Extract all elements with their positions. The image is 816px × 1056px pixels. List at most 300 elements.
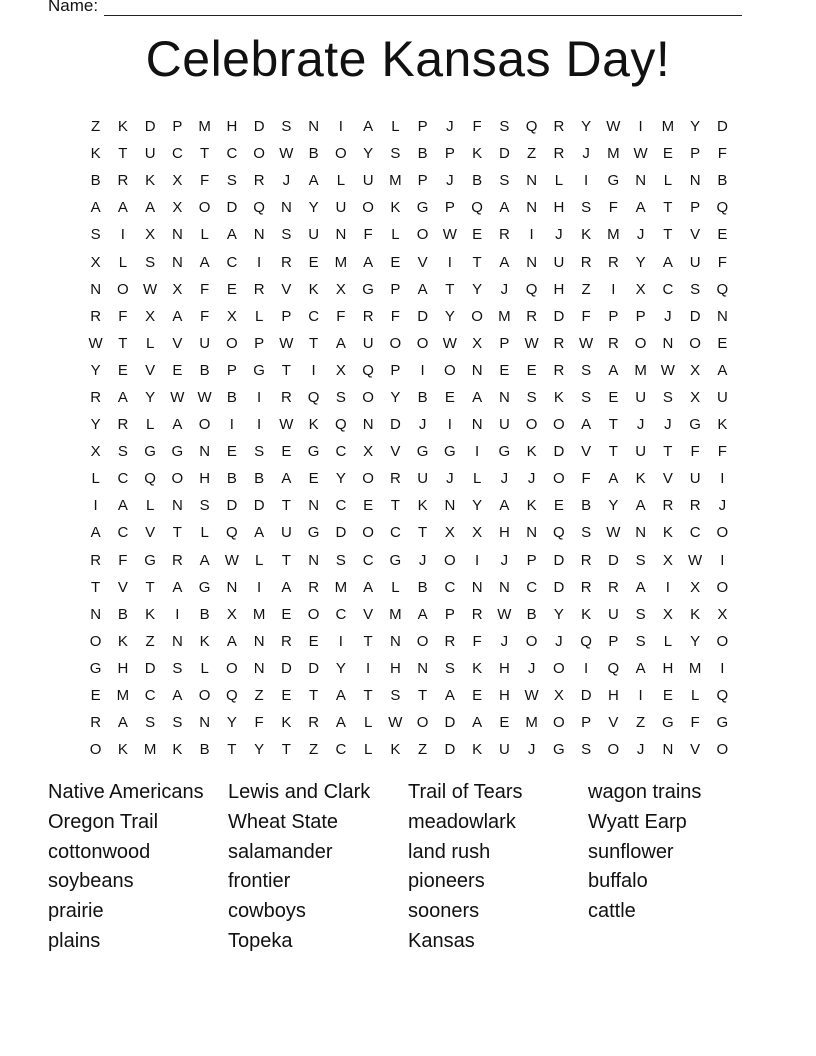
grid-letter[interactable]: R [498, 226, 510, 244]
grid-letter[interactable]: L [391, 578, 400, 596]
grid-letter[interactable]: S [90, 226, 101, 244]
grid-letter[interactable]: R [689, 497, 701, 515]
grid-letter[interactable]: S [581, 361, 592, 379]
grid-letter[interactable]: X [635, 280, 646, 298]
grid-letter[interactable]: J [636, 741, 645, 759]
grid-letter[interactable]: L [118, 253, 128, 271]
grid-letter[interactable]: F [581, 470, 591, 488]
grid-letter[interactable]: O [416, 334, 429, 352]
grid-letter[interactable]: T [200, 145, 210, 163]
grid-letter[interactable]: U [635, 443, 647, 461]
grid-letter[interactable]: R [553, 361, 565, 379]
grid-letter[interactable]: Y [335, 470, 346, 488]
grid-letter[interactable]: I [475, 443, 480, 461]
grid-letter[interactable]: N [471, 416, 483, 434]
grid-letter[interactable]: K [417, 497, 428, 515]
grid-letter[interactable]: O [689, 334, 701, 352]
grid-letter[interactable]: R [662, 497, 674, 515]
grid-letter[interactable]: U [362, 172, 374, 190]
grid-letter[interactable]: G [498, 443, 511, 461]
grid-letter[interactable]: E [226, 280, 237, 298]
grid-letter[interactable]: F [717, 253, 727, 271]
grid-letter[interactable]: U [199, 334, 211, 352]
grid-letter[interactable]: D [716, 118, 728, 136]
grid-letter[interactable]: I [638, 118, 643, 136]
grid-letter[interactable]: F [390, 307, 400, 325]
grid-letter[interactable]: X [472, 334, 483, 352]
grid-letter[interactable]: O [226, 334, 238, 352]
grid-letter[interactable]: S [117, 443, 128, 461]
grid-letter[interactable]: N [171, 632, 183, 650]
grid-letter[interactable]: Q [716, 280, 729, 298]
grid-letter[interactable]: L [391, 118, 400, 136]
grid-letter[interactable]: C [526, 578, 538, 596]
grid-letter[interactable]: O [253, 145, 265, 163]
grid-letter[interactable]: I [529, 226, 534, 244]
grid-letter[interactable]: G [662, 714, 674, 732]
grid-letter[interactable]: G [144, 443, 156, 461]
grid-letter[interactable]: P [526, 551, 537, 569]
grid-letter[interactable]: A [281, 470, 292, 488]
grid-letter[interactable]: S [335, 551, 346, 569]
grid-letter[interactable]: J [582, 145, 590, 163]
grid-letter[interactable]: N [662, 741, 674, 759]
grid-letter[interactable]: L [200, 524, 209, 542]
grid-letter[interactable]: N [471, 361, 483, 379]
grid-letter[interactable]: M [688, 659, 702, 677]
grid-letter[interactable]: S [390, 145, 401, 163]
grid-letter[interactable]: K [553, 388, 564, 406]
grid-letter[interactable]: T [281, 741, 291, 759]
grid-letter[interactable]: F [200, 280, 210, 298]
grid-letter[interactable]: L [363, 714, 373, 732]
grid-letter[interactable]: E [308, 253, 319, 271]
grid-letter[interactable]: N [90, 280, 102, 298]
grid-letter[interactable]: T [91, 578, 101, 596]
grid-letter[interactable]: W [606, 524, 621, 542]
grid-letter[interactable]: N [444, 497, 456, 515]
grid-letter[interactable]: W [88, 334, 103, 352]
grid-letter[interactable]: O [226, 659, 238, 677]
grid-letter[interactable]: D [553, 551, 565, 569]
grid-letter[interactable]: N [171, 497, 183, 515]
grid-letter[interactable]: P [444, 199, 455, 217]
grid-letter[interactable]: H [199, 470, 211, 488]
grid-letter[interactable]: R [471, 605, 483, 623]
grid-letter[interactable]: D [607, 551, 619, 569]
grid-letter[interactable]: Z [145, 632, 155, 650]
grid-letter[interactable]: T [309, 687, 319, 705]
grid-letter[interactable]: A [199, 551, 210, 569]
grid-letter[interactable]: I [420, 361, 425, 379]
grid-letter[interactable]: J [555, 226, 563, 244]
grid-letter[interactable]: V [363, 605, 374, 623]
grid-letter[interactable]: W [633, 145, 648, 163]
grid-letter[interactable]: R [553, 145, 565, 163]
grid-letter[interactable]: N [526, 253, 538, 271]
grid-letter[interactable]: R [90, 388, 102, 406]
grid-letter[interactable]: A [417, 280, 428, 298]
grid-letter[interactable]: S [581, 741, 592, 759]
grid-letter[interactable]: A [117, 497, 128, 515]
grid-letter[interactable]: S [526, 388, 537, 406]
grid-letter[interactable]: L [554, 172, 564, 190]
grid-letter[interactable]: E [608, 388, 619, 406]
grid-letter[interactable]: B [117, 605, 128, 623]
grid-letter[interactable]: A [90, 524, 101, 542]
grid-letter[interactable]: N [226, 578, 238, 596]
grid-letter[interactable]: J [500, 551, 509, 569]
grid-letter[interactable]: I [584, 172, 589, 190]
grid-letter[interactable]: B [717, 172, 728, 190]
grid-letter[interactable]: N [280, 199, 292, 217]
grid-letter[interactable]: D [553, 443, 565, 461]
grid-letter[interactable]: E [717, 226, 728, 244]
grid-letter[interactable]: R [90, 551, 102, 569]
grid-letter[interactable]: X [172, 280, 183, 298]
grid-letter[interactable]: X [472, 524, 483, 542]
grid-letter[interactable]: K [581, 226, 592, 244]
grid-letter[interactable]: B [308, 145, 319, 163]
grid-letter[interactable]: K [117, 632, 128, 650]
grid-letter[interactable]: G [362, 280, 374, 298]
grid-letter[interactable]: A [254, 524, 265, 542]
grid-letter[interactable]: C [117, 470, 129, 488]
grid-letter[interactable]: C [226, 145, 238, 163]
grid-letter[interactable]: N [526, 172, 538, 190]
grid-letter[interactable]: U [689, 253, 701, 271]
grid-letter[interactable]: J [446, 470, 454, 488]
grid-letter[interactable]: U [716, 388, 728, 406]
grid-letter[interactable]: M [389, 605, 402, 623]
grid-letter[interactable]: I [720, 551, 725, 569]
grid-letter[interactable]: S [635, 551, 646, 569]
grid-letter[interactable]: F [118, 307, 128, 325]
grid-letter[interactable]: B [199, 741, 210, 759]
grid-letter[interactable]: O [307, 605, 320, 623]
grid-letter[interactable]: Z [91, 118, 101, 136]
grid-letter[interactable]: S [281, 118, 292, 136]
grid-letter[interactable]: S [635, 605, 646, 623]
grid-letter[interactable]: T [118, 334, 128, 352]
grid-letter[interactable]: S [690, 280, 701, 298]
grid-letter[interactable]: X [335, 280, 346, 298]
grid-letter[interactable]: P [390, 280, 401, 298]
grid-letter[interactable]: A [226, 632, 237, 650]
grid-letter[interactable]: B [226, 388, 237, 406]
grid-letter[interactable]: J [418, 551, 427, 569]
grid-letter[interactable]: Y [335, 659, 346, 677]
grid-letter[interactable]: C [226, 253, 238, 271]
grid-letter[interactable]: I [638, 687, 643, 705]
grid-letter[interactable]: E [90, 687, 101, 705]
grid-letter[interactable]: V [417, 253, 428, 271]
grid-letter[interactable]: S [581, 524, 592, 542]
grid-letter[interactable]: H [553, 280, 565, 298]
grid-letter[interactable]: C [335, 443, 347, 461]
grid-letter[interactable]: L [363, 741, 373, 759]
grid-letter[interactable]: F [200, 307, 210, 325]
grid-letter[interactable]: B [199, 361, 210, 379]
grid-letter[interactable]: I [229, 416, 234, 434]
grid-letter[interactable]: C [335, 741, 347, 759]
name-underline[interactable] [104, 0, 742, 16]
grid-letter[interactable]: N [389, 632, 401, 650]
grid-letter[interactable]: Q [553, 524, 565, 542]
grid-letter[interactable]: B [472, 172, 483, 190]
grid-letter[interactable]: A [499, 253, 510, 271]
grid-letter[interactable]: D [444, 741, 456, 759]
grid-letter[interactable]: R [607, 334, 619, 352]
grid-letter[interactable]: G [307, 443, 320, 461]
grid-letter[interactable]: N [635, 524, 647, 542]
grid-letter[interactable]: O [444, 361, 456, 379]
grid-letter[interactable]: M [116, 687, 130, 705]
grid-letter[interactable]: Y [90, 416, 101, 434]
grid-letter[interactable]: A [662, 253, 673, 271]
grid-letter[interactable]: N [199, 714, 211, 732]
grid-letter[interactable]: V [581, 443, 592, 461]
grid-letter[interactable]: U [144, 145, 156, 163]
grid-letter[interactable]: S [390, 687, 401, 705]
grid-letter[interactable]: R [171, 551, 183, 569]
grid-letter[interactable]: A [145, 199, 156, 217]
grid-letter[interactable]: H [389, 659, 401, 677]
grid-letter[interactable]: B [226, 470, 237, 488]
grid-letter[interactable]: Z [418, 741, 428, 759]
grid-letter[interactable]: R [308, 714, 320, 732]
grid-letter[interactable]: Y [444, 307, 455, 325]
grid-letter[interactable]: S [499, 118, 510, 136]
grid-letter[interactable]: L [91, 470, 100, 488]
grid-letter[interactable]: E [281, 605, 292, 623]
grid-letter[interactable]: N [199, 443, 211, 461]
grid-letter[interactable]: O [716, 524, 729, 542]
grid-letter[interactable]: P [417, 172, 428, 190]
grid-letter[interactable]: G [253, 361, 265, 379]
grid-letter[interactable]: A [117, 199, 128, 217]
grid-letter[interactable]: C [389, 524, 401, 542]
grid-letter[interactable]: I [257, 416, 262, 434]
grid-letter[interactable]: O [716, 632, 729, 650]
grid-letter[interactable]: G [607, 172, 620, 190]
grid-letter[interactable]: X [145, 307, 156, 325]
grid-letter[interactable]: A [581, 416, 592, 434]
grid-letter[interactable]: I [447, 416, 452, 434]
grid-letter[interactable]: S [281, 226, 292, 244]
grid-letter[interactable]: R [389, 470, 401, 488]
grid-letter[interactable]: N [526, 199, 538, 217]
grid-letter[interactable]: P [254, 334, 265, 352]
grid-letter[interactable]: G [198, 578, 211, 596]
grid-letter[interactable]: T [145, 578, 155, 596]
grid-letter[interactable]: N [635, 172, 647, 190]
grid-letter[interactable]: W [279, 416, 294, 434]
grid-letter[interactable]: K [635, 470, 646, 488]
grid-letter[interactable]: N [689, 172, 701, 190]
grid-letter[interactable]: R [444, 632, 456, 650]
grid-letter[interactable]: O [444, 551, 456, 569]
grid-letter[interactable]: J [446, 118, 454, 136]
grid-letter[interactable]: X [662, 551, 673, 569]
grid-letter[interactable]: L [145, 334, 155, 352]
grid-letter[interactable]: I [120, 226, 125, 244]
grid-letter[interactable]: L [663, 172, 673, 190]
grid-letter[interactable]: F [336, 307, 346, 325]
grid-letter[interactable]: A [635, 578, 646, 596]
grid-letter[interactable]: P [444, 605, 455, 623]
grid-letter[interactable]: D [308, 659, 320, 677]
grid-letter[interactable]: O [335, 145, 347, 163]
grid-letter[interactable]: R [280, 253, 292, 271]
grid-letter[interactable]: J [718, 497, 727, 515]
grid-letter[interactable]: K [90, 145, 101, 163]
grid-letter[interactable]: R [580, 551, 592, 569]
grid-letter[interactable]: X [553, 687, 564, 705]
grid-letter[interactable]: P [417, 118, 428, 136]
grid-letter[interactable]: E [499, 361, 510, 379]
grid-letter[interactable]: F [717, 145, 727, 163]
grid-letter[interactable]: J [664, 307, 672, 325]
grid-letter[interactable]: T [281, 361, 291, 379]
grid-letter[interactable]: X [335, 361, 346, 379]
grid-letter[interactable]: W [660, 361, 675, 379]
grid-letter[interactable]: T [309, 334, 319, 352]
grid-letter[interactable]: C [335, 497, 347, 515]
grid-letter[interactable]: R [253, 172, 265, 190]
grid-letter[interactable]: W [279, 334, 294, 352]
grid-letter[interactable]: B [417, 388, 428, 406]
grid-letter[interactable]: G [389, 551, 402, 569]
grid-letter[interactable]: M [607, 226, 620, 244]
grid-letter[interactable]: J [636, 226, 645, 244]
grid-letter[interactable]: E [117, 361, 128, 379]
grid-letter[interactable]: E [308, 632, 319, 650]
grid-letter[interactable]: A [226, 226, 237, 244]
grid-letter[interactable]: K [281, 714, 292, 732]
grid-letter[interactable]: J [500, 632, 509, 650]
grid-letter[interactable]: O [634, 334, 647, 352]
grid-letter[interactable]: D [144, 118, 156, 136]
grid-letter[interactable]: C [444, 578, 456, 596]
grid-letter[interactable]: R [117, 172, 129, 190]
grid-letter[interactable]: W [388, 714, 403, 732]
grid-letter[interactable]: L [254, 551, 264, 569]
grid-letter[interactable]: J [527, 659, 536, 677]
grid-letter[interactable]: U [498, 741, 510, 759]
grid-letter[interactable]: F [200, 172, 210, 190]
grid-letter[interactable]: W [442, 334, 457, 352]
grid-letter[interactable]: Y [254, 741, 265, 759]
grid-letter[interactable]: C [144, 687, 156, 705]
grid-letter[interactable]: I [257, 388, 262, 406]
grid-letter[interactable]: A [335, 714, 346, 732]
grid-letter[interactable]: G [307, 524, 320, 542]
grid-letter[interactable]: N [498, 388, 510, 406]
grid-letter[interactable]: D [580, 687, 592, 705]
grid-letter[interactable]: Q [580, 632, 592, 650]
grid-letter[interactable]: I [665, 578, 670, 596]
grid-letter[interactable]: X [226, 307, 237, 325]
grid-letter[interactable]: H [226, 118, 238, 136]
grid-letter[interactable]: K [662, 524, 673, 542]
grid-letter[interactable]: D [144, 659, 156, 677]
grid-letter[interactable]: F [472, 632, 482, 650]
grid-letter[interactable]: V [390, 443, 401, 461]
grid-letter[interactable]: G [171, 443, 184, 461]
grid-letter[interactable]: J [500, 470, 509, 488]
grid-letter[interactable]: I [175, 605, 180, 623]
grid-letter[interactable]: N [417, 659, 429, 677]
grid-letter[interactable]: V [172, 334, 183, 352]
grid-letter[interactable]: E [662, 145, 673, 163]
grid-letter[interactable]: A [363, 118, 374, 136]
grid-letter[interactable]: B [417, 578, 428, 596]
grid-letter[interactable]: E [472, 226, 483, 244]
grid-letter[interactable]: O [525, 416, 538, 434]
grid-letter[interactable]: O [389, 334, 402, 352]
grid-letter[interactable]: T [390, 497, 400, 515]
grid-letter[interactable]: Z [636, 714, 646, 732]
grid-letter[interactable]: A [172, 416, 183, 434]
grid-letter[interactable]: E [472, 687, 483, 705]
grid-letter[interactable]: Y [390, 388, 401, 406]
grid-letter[interactable]: P [608, 632, 619, 650]
grid-letter[interactable]: K [199, 632, 210, 650]
grid-letter[interactable]: K [526, 443, 537, 461]
grid-letter[interactable]: A [499, 497, 510, 515]
grid-letter[interactable]: M [389, 172, 402, 190]
grid-letter[interactable]: W [224, 551, 239, 569]
grid-letter[interactable]: D [253, 497, 265, 515]
grid-letter[interactable]: T [172, 524, 182, 542]
grid-letter[interactable]: W [279, 145, 294, 163]
grid-letter[interactable]: N [335, 226, 347, 244]
grid-letter[interactable]: N [253, 659, 265, 677]
grid-letter[interactable]: M [334, 578, 348, 596]
grid-letter[interactable]: A [472, 388, 483, 406]
grid-letter[interactable]: K [472, 145, 483, 163]
grid-letter[interactable]: A [117, 388, 128, 406]
grid-letter[interactable]: U [362, 334, 374, 352]
grid-letter[interactable]: V [690, 226, 701, 244]
grid-letter[interactable]: K [308, 416, 319, 434]
grid-letter[interactable]: A [281, 578, 292, 596]
grid-letter[interactable]: A [608, 470, 619, 488]
grid-letter[interactable]: H [607, 687, 619, 705]
grid-letter[interactable]: N [308, 118, 320, 136]
grid-letter[interactable]: E [499, 714, 510, 732]
grid-letter[interactable]: T [118, 145, 128, 163]
grid-letter[interactable]: C [662, 280, 674, 298]
grid-letter[interactable]: K [526, 497, 537, 515]
grid-letter[interactable]: I [447, 253, 452, 271]
grid-letter[interactable]: M [607, 145, 620, 163]
grid-letter[interactable]: A [199, 253, 210, 271]
grid-letter[interactable]: Y [608, 497, 619, 515]
grid-letter[interactable]: N [362, 416, 374, 434]
grid-letter[interactable]: I [257, 578, 262, 596]
grid-letter[interactable]: M [661, 118, 675, 136]
grid-letter[interactable]: M [498, 307, 511, 325]
grid-letter[interactable]: S [145, 714, 156, 732]
grid-letter[interactable]: A [117, 714, 128, 732]
grid-letter[interactable]: E [526, 361, 537, 379]
grid-letter[interactable]: K [145, 172, 156, 190]
grid-letter[interactable]: X [172, 172, 183, 190]
grid-letter[interactable]: T [663, 199, 673, 217]
grid-letter[interactable]: Y [90, 361, 101, 379]
